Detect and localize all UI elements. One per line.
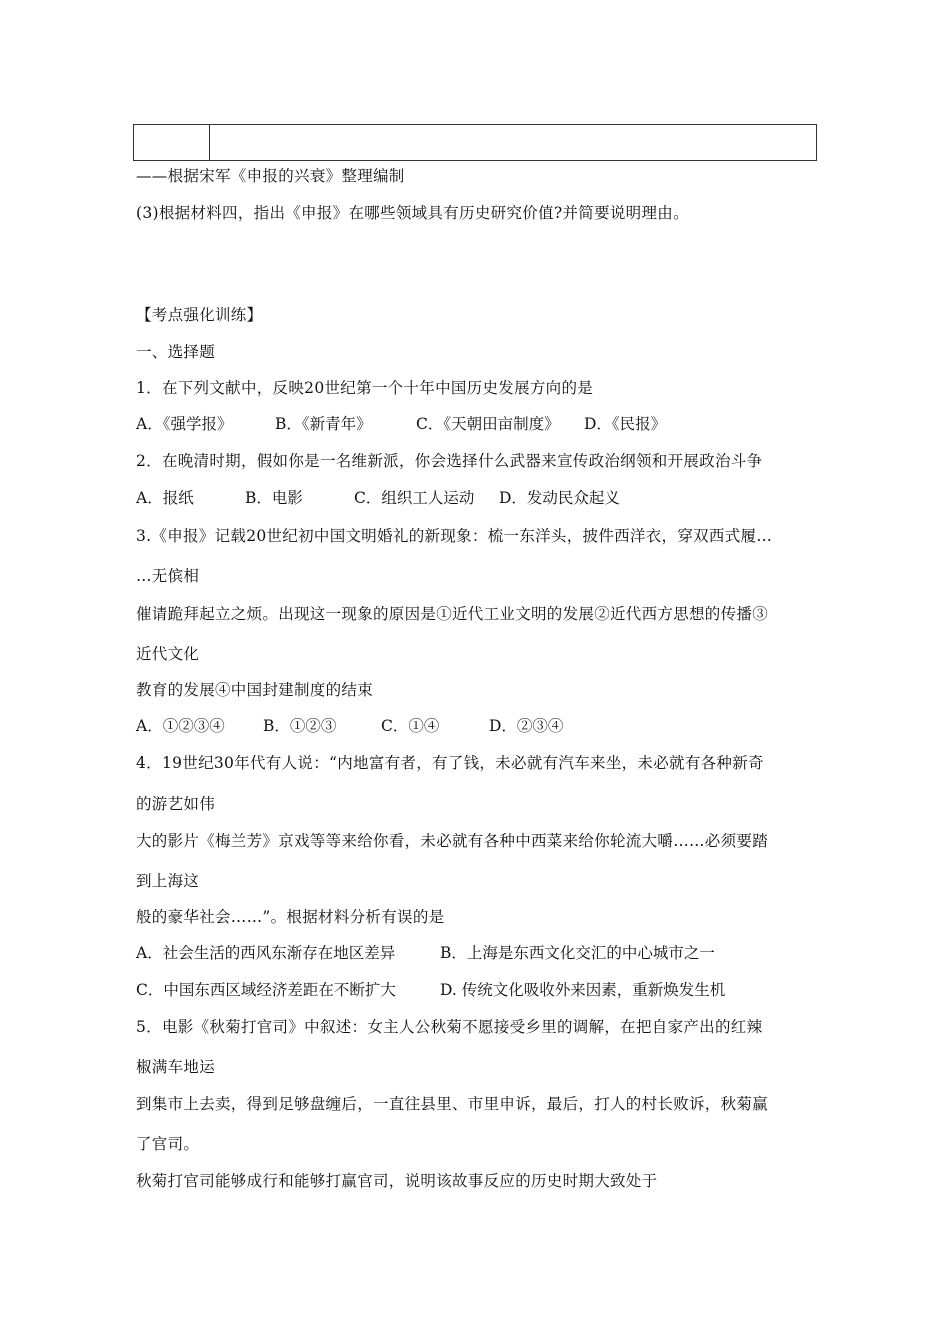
q1-option-a: A．《强学报》	[136, 415, 233, 433]
q5-line: 到集市上去卖，得到足够盘缠后，一直往县里、市里申诉，最后，打人的村长败诉，秋菊赢	[136, 1095, 769, 1113]
q4-line: 到上海这	[136, 872, 200, 890]
q5-line: 椒满车地运	[136, 1058, 216, 1076]
q3-option-a: A．①②③④	[136, 717, 225, 735]
q2-option-d: D．发动民众起义	[499, 489, 620, 507]
q4-line: 大的影片《梅兰芳》京戏等等来给你看，未必就有各种中西菜来给你轮流大嚼……必须要踏	[136, 832, 769, 850]
q2-stem: 2．在晚清时期，假如你是一名维新派，你会选择什么武器来宣传政治纲领和开展政治斗争	[136, 452, 763, 470]
q5-line: 了官司。	[136, 1135, 200, 1153]
q3-option-c: C．①④	[381, 717, 440, 735]
q1-option-d: D．《民报》	[584, 415, 667, 433]
q4-option-c: C．中国东西区域经济差距在不断扩大	[136, 981, 396, 999]
source-citation: ——根据宋军《申报的兴衰》整理编制	[136, 167, 405, 185]
q4-line: 般的豪华社会……”。根据材料分析有误的是	[136, 908, 445, 926]
q3-option-b: B．①②③	[263, 717, 337, 735]
q5-line: 秋菊打官司能够成行和能够打赢官司，说明该故事反应的历史时期大致处于	[136, 1172, 658, 1190]
q2-option-b: B．电影	[245, 489, 303, 507]
question-3-prompt: (3)根据材料四，指出《申报》在哪些领域具有历史研究价值?并简要说明理由。	[136, 204, 689, 222]
q1-stem: 1．在下列文献中，反映20世纪第一个十年中国历史发展方向的是	[136, 379, 594, 397]
q3-line: 3.《申报》记载20世纪初中国文明婚礼的新现象：梳一东洋头，披件西洋衣，穿双西式履…	[136, 527, 773, 545]
q3-line: …无傧相	[136, 567, 200, 585]
q2-option-c: C．组织工人运动	[354, 489, 475, 507]
q4-line: 的游艺如伟	[136, 795, 216, 813]
q4-option-d: D. 传统文化吸收外来因素，重新焕发生机	[440, 981, 726, 999]
q2-option-a: A．报纸	[136, 489, 194, 507]
table-cell	[134, 125, 210, 160]
q1-option-b: B．《新青年》	[275, 415, 372, 433]
q4-option-a: A．社会生活的西风东渐存在地区差异	[136, 944, 396, 962]
q1-option-c: C．《天朝田亩制度》	[416, 415, 560, 433]
q3-option-d: D．②③④	[489, 717, 564, 735]
section-title: 【考点强化训练】	[136, 306, 263, 324]
q5-line: 5．电影《秋菊打官司》中叙述：女主人公秋菊不愿接受乡里的调解，在把自家产出的红辣	[136, 1018, 763, 1036]
q3-line: 近代文化	[136, 645, 200, 663]
q3-line: 催请跪拜起立之烦。出现这一现象的原因是①近代工业文明的发展②近代西方思想的传播③	[136, 605, 769, 623]
table-row	[133, 124, 817, 161]
q4-line: 4．19世纪30年代有人说：“内地富有者，有了钱，未必就有汽车来坐，未必就有各种新奇	[136, 754, 764, 772]
q4-option-b: B．上海是东西文化交汇的中心城市之一	[440, 944, 715, 962]
q3-line: 教育的发展④中国封建制度的结束	[136, 681, 374, 699]
part-title: 一、选择题	[136, 343, 216, 361]
table-cell	[210, 125, 816, 160]
